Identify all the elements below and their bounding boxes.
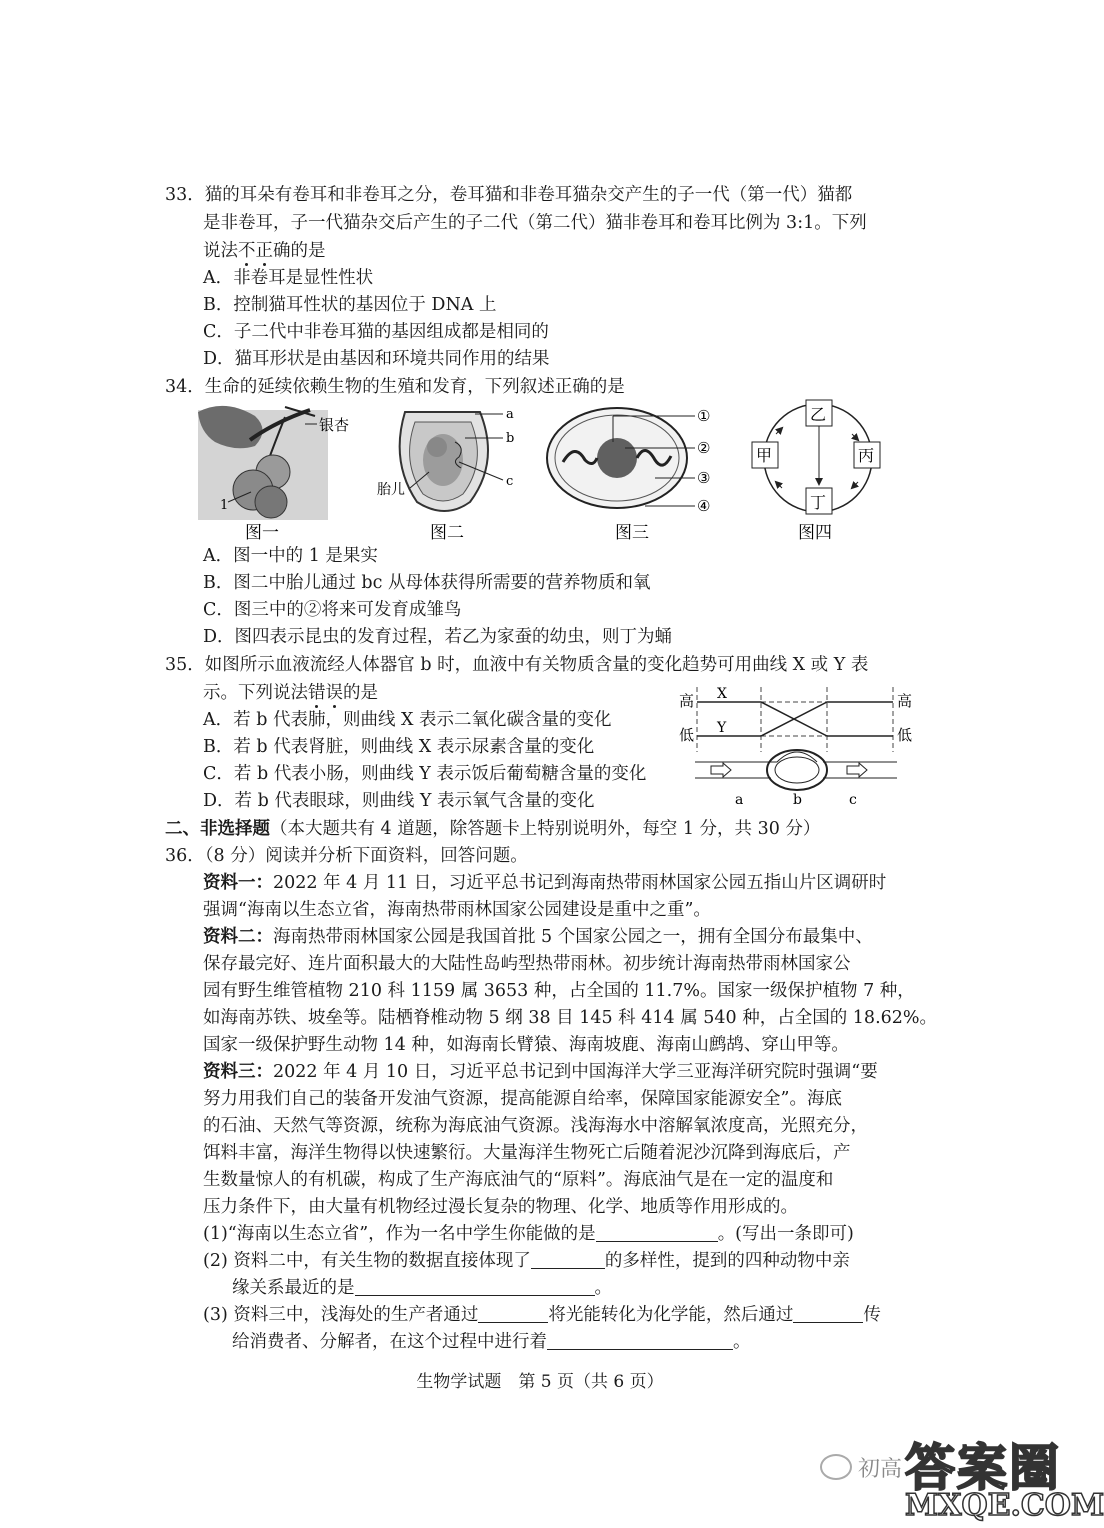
graph-label-a: a (735, 792, 744, 808)
fig4-label-jia: 甲 (756, 446, 773, 465)
q36-stem: 36．（8 分）阅读并分析下面资料，回答问题。 (165, 846, 528, 866)
section-2-heading: 二、非选择题（本大题共有 4 道题，除答题卡上特别说明外，每空 1 分，共 30 分） (165, 819, 821, 839)
q36-material1-line2: 强调“海南以生态立省，海南热带雨林国家公园建设是重中之重”。 (203, 900, 711, 920)
fig2-label-a: a (506, 407, 514, 422)
fig1-caption: 图一 (245, 523, 279, 543)
q36-material2-line4: 如海南苏铁、坡垒等。陆栖脊椎动物 5 纲 38 目 145 科 414 属 540 种，占全国的 18.62%。 (203, 1008, 938, 1028)
figure-blood-flow-graph (675, 682, 920, 812)
q33-stem-line1: 33．猫的耳朵有卷耳和非卷耳之分，卷耳猫和非卷耳猫杂交产生的子一代（第一代）猫都 (165, 185, 853, 205)
fig1-label-1: 1 (220, 498, 229, 513)
graph-label-c: c (849, 792, 857, 808)
q35-option-a: A．若 b 代表肺，则曲线 X 表示二氧化碳含量的变化 (203, 710, 612, 730)
answer-blank-3[interactable] (355, 1277, 595, 1296)
q36-material3-line5: 生数量惊人的有机碳，构成了生产海底油气的“原料”。海底油气是在一定的温度和 (203, 1170, 834, 1190)
figure-life-cycle (740, 396, 900, 546)
q36-material2-line5: 国家一级保护野生动物 14 种，如海南长臂猿、海南坡鹿、海南山鹧鸪、穿山甲等。 (203, 1035, 849, 1055)
fig1-label-ginkgo: 银杏 (319, 416, 350, 434)
fig4-label-ding: 丁 (810, 493, 827, 512)
graph-label-b: b (793, 792, 802, 808)
fig2-label-c: c (506, 474, 514, 489)
graph-low-left: 低 (679, 726, 695, 744)
q35-option-d: D．若 b 代表眼球，则曲线 Y 表示氧气含量的变化 (203, 791, 595, 811)
fig3-label-2: ② (697, 439, 711, 457)
graph-curve-x: X (717, 686, 727, 702)
graph-curve-y: Y (717, 720, 727, 736)
q33-stem-line2: 是非卷耳，子一代猫杂交后产生的子二代（第二代）猫非卷耳和卷耳比例为 3:1。下列 (203, 213, 867, 233)
q34-option-b: B．图二中胎儿通过 bc 从母体获得所需要的营养物质和氧 (203, 573, 651, 593)
fig3-label-1: ① (697, 407, 711, 425)
graph-high-left: 高 (679, 692, 695, 710)
q36-material3-line6: 压力条件下，由大量有机物经过漫长复杂的物理、化学、地质等作用形成的。 (203, 1197, 798, 1217)
fig4-label-yi: 乙 (810, 405, 827, 424)
graph-high-right: 高 (897, 692, 913, 710)
q35-option-c: C．若 b 代表小肠，则曲线 Y 表示饭后葡萄糖含量的变化 (203, 764, 647, 784)
watermark-account: 初高 (820, 1452, 902, 1483)
fig3-label-3: ③ (697, 469, 711, 487)
fig4-caption: 图四 (798, 523, 832, 543)
q36-material3-line2: 努力用我们自己的装备开发油气资源，提高能源自给率，保障国家能源安全”。海底 (203, 1089, 842, 1109)
answer-blank-4[interactable] (478, 1304, 548, 1323)
fig4-label-bing: 丙 (858, 446, 875, 465)
q33-option-a: A．非卷耳是显性性状 (203, 268, 374, 288)
graph-low-right: 低 (897, 726, 913, 744)
answer-blank-6[interactable] (547, 1331, 733, 1350)
q33-option-b: B．控制猫耳性状的基因位于 DNA 上 (203, 295, 497, 315)
q33-option-d: D．猫耳形状是由基因和环境共同作用的结果 (203, 349, 550, 369)
q36-material1-line1: 资料一：2022 年 4 月 11 日，习近平总书记到海南热带雨林国家公园五指山片区调研时 (203, 873, 887, 893)
q33-stem-line3: 说法不正确的是 (203, 241, 326, 261)
page-footer: 生物学试题 第 5 页（共 6 页） (416, 1372, 664, 1392)
q35-stem-line2: 示。下列说法错误的是 (203, 683, 378, 703)
q34-stem: 34．生命的延续依赖生物的生殖和发育，下列叙述正确的是 (165, 377, 625, 397)
q36-material2-line1: 资料二：海南热带雨林国家公园是我国首批 5 个国家公园之一，拥有全国分布最集中、 (203, 927, 873, 947)
q34-option-a: A．图一中的 1 是果实 (203, 546, 378, 566)
q33-option-c: C．子二代中非卷耳猫的基因组成都是相同的 (203, 322, 549, 342)
figure-egg (545, 402, 725, 547)
q36-sub3-line2: 给消费者、分解者，在这个过程中进行着 。 (232, 1332, 751, 1352)
q36-sub3-line1: (3) 资料三中，浅海处的生产者通过 将光能转化为化学能，然后通过 传 (203, 1305, 881, 1325)
q35-option-b: B．若 b 代表肾脏，则曲线 X 表示尿素含量的变化 (203, 737, 595, 757)
q36-material3-line3: 的石油、天然气等资源，统称为海底油气资源。浅海海水中溶解氧浓度高，光照充分， (203, 1116, 868, 1136)
q36-material2-line2: 保存最完好、连片面积最大的大陆性岛屿型热带雨林。初步统计海南热带雨林国家公 (203, 954, 851, 974)
wechat-icon (820, 1454, 852, 1480)
q35-stem-line1: 35．如图所示血液流经人体器官 b 时，血液中有关物质含量的变化趋势可用曲线 X 或 Y 表 (165, 655, 869, 675)
figure-fetus (375, 402, 525, 547)
answer-blank-5[interactable] (793, 1304, 863, 1323)
q36-material3-line1: 资料三：2022 年 4 月 10 日，习近平总书记到中国海洋大学三亚海洋研究院时强调“要 (203, 1062, 878, 1082)
answer-blank-2[interactable] (531, 1250, 605, 1269)
answer-blank-1[interactable] (596, 1223, 718, 1242)
fig2-caption: 图二 (430, 523, 464, 543)
watermark-site: MXQE.COM (905, 1488, 1104, 1523)
q34-option-c: C．图三中的②将来可发育成雏鸟 (203, 600, 462, 620)
q36-sub1: (1)“海南以生态立省”，作为一名中学生你能做的是 。(写出一条即可) (203, 1224, 854, 1244)
q34-option-d: D．图四表示昆虫的发育过程，若乙为家蚕的幼虫，则丁为蛹 (203, 627, 673, 647)
q36-material2-line3: 园有野生维管植物 210 科 1159 属 3653 种，占全国的 11.7%。国家一级保护植物 7 种， (203, 981, 915, 1001)
watermark-logo: 答案圈 (905, 1438, 1061, 1497)
figure-ginkgo (195, 402, 365, 547)
fig3-label-4: ④ (697, 497, 711, 515)
fig2-label-b: b (506, 431, 515, 446)
q36-sub2-line2: 缘关系最近的是 。 (232, 1278, 612, 1298)
q36-sub2-line1: (2) 资料二中，有关生物的数据直接体现了 的多样性，提到的四种动物中亲 (203, 1251, 850, 1271)
q36-material3-line4: 饵料丰富，海洋生物得以快速繁衍。大量海洋生物死亡后随着泥沙沉降到海底后，产 (203, 1143, 851, 1163)
fig2-label-fetus: 胎儿 (377, 482, 405, 498)
fig3-caption: 图三 (615, 523, 649, 543)
